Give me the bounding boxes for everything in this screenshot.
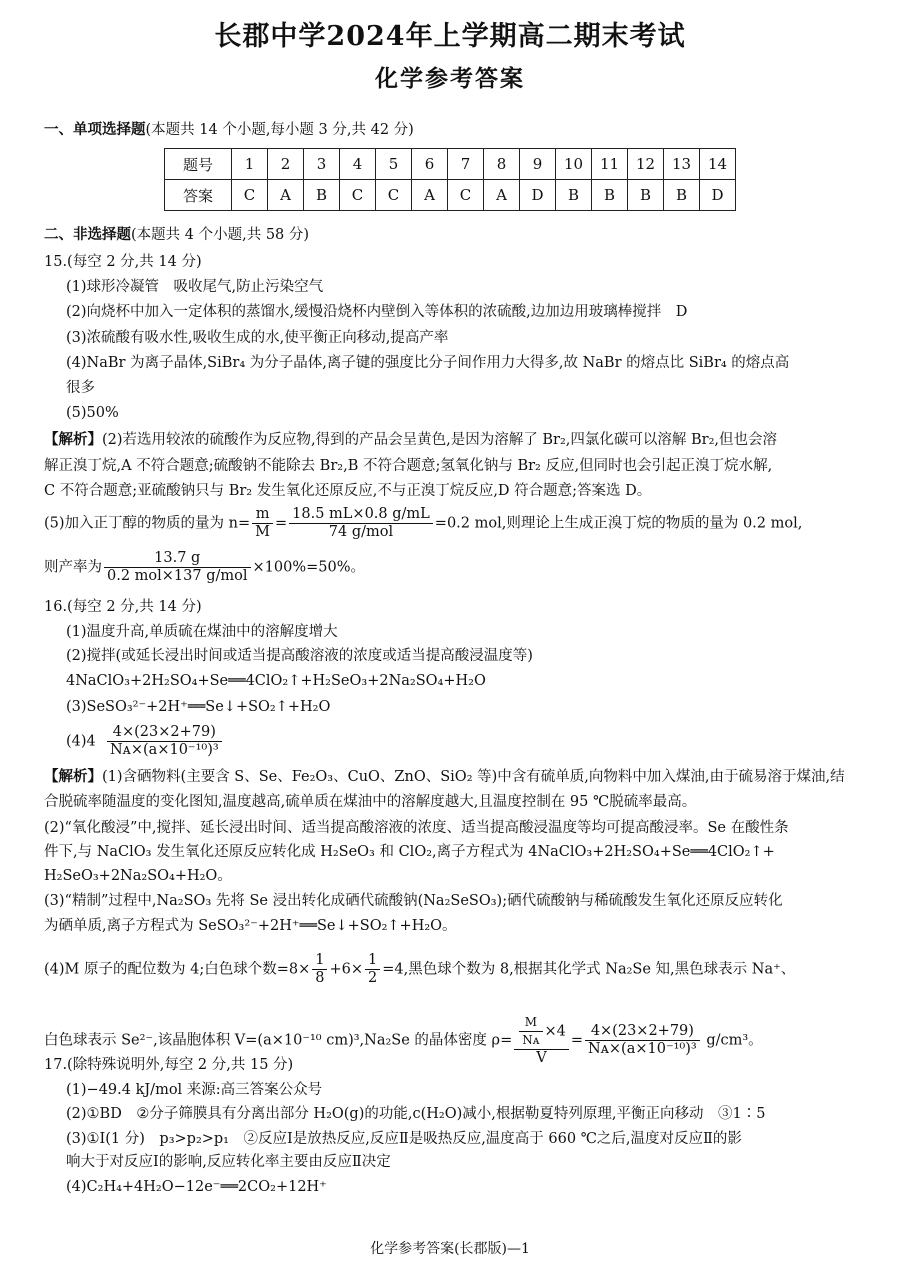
q16-analysis-5: H₂SeO₃+2Na₂SO₄+H₂O。 xyxy=(44,868,232,884)
fraction-denominator: Nᴀ×(a×10⁻¹⁰)³ xyxy=(109,742,219,758)
table-cell: C xyxy=(448,180,484,211)
formula-text: 白色球表示 Se²⁻,该晶胞体积 V=(a×10⁻¹⁰ cm)³,Na₂Se 的晶体密度 ρ= xyxy=(44,1032,513,1049)
analysis-label: 【解析】 xyxy=(44,431,102,448)
answer-table xyxy=(164,148,736,211)
table-cell: C xyxy=(340,180,376,211)
formula-equals: = xyxy=(570,1032,584,1049)
fraction-one-half xyxy=(365,952,380,987)
analysis-label: 【解析】 xyxy=(44,768,102,785)
q15-answer-5: (5)50% xyxy=(66,405,119,421)
fraction-m-over-M xyxy=(252,506,273,541)
fraction-density-value xyxy=(585,1023,700,1058)
formula-text: ×100%=50%。 xyxy=(252,559,365,576)
table-row-answers xyxy=(165,180,736,211)
table-cell: B xyxy=(628,180,664,211)
formula-equals: = xyxy=(275,515,288,532)
fraction-denominator: 0.2 mol×137 g/mol xyxy=(107,568,248,584)
table-cell: 8 xyxy=(484,149,520,180)
q17-head: 17.(除特殊说明外,每空 2 分,共 15 分) xyxy=(44,1057,294,1073)
analysis-text: (2)若选用较浓的硫酸作为反应物,得到的产品会呈黄色,是因为溶解了 Br₂,四氯化碳可以溶解 Br₂,但也会溶 xyxy=(102,432,777,448)
table-cell: 3 xyxy=(304,149,340,180)
formula-text: (4)M 原子的配位数为 4;白色球个数=8× xyxy=(44,961,311,978)
table-cell: A xyxy=(268,180,304,211)
q15-analysis-1 xyxy=(44,430,864,450)
q17-answer-4: (4)C₂H₄+4H₂O−12e⁻══2CO₂+12H⁺ xyxy=(66,1179,327,1195)
q16-analysis-8 xyxy=(44,952,864,987)
q16-analysis-6: (3)“精制”过程中,Na₂SO₃ 先将 Se 浸出转化成硒代硫酸钠(Na₂SeSO₃);硒代硫酸钠与稀硫酸发生氧化还原反应转化 xyxy=(44,893,783,909)
q15-answer-1: (1)球形冷凝管 吸收尾气,防止污染空气 xyxy=(66,279,324,295)
formula-text: (5)加入正丁醇的物质的量为 n= xyxy=(44,515,251,532)
section1-title: 一、单项选择题 xyxy=(44,121,146,138)
q17-answer-1: (1)−49.4 kJ/mol 来源:高三答案公众号 xyxy=(66,1082,323,1098)
table-cell: B xyxy=(592,180,628,211)
table-cell: 14 xyxy=(700,149,736,180)
page-subtitle: 化学参考答案 xyxy=(375,65,525,92)
q16-answer-1: (1)温度升高,单质硫在煤油中的溶解度增大 xyxy=(66,624,338,640)
q16-analysis-7: 为硒单质,离子方程式为 SeSO₃²⁻+2H⁺══Se↓+SO₂↑+H₂O。 xyxy=(44,918,457,934)
fraction-M-over-NA xyxy=(519,1014,542,1049)
table-cell: 6 xyxy=(412,149,448,180)
q15-formula-moles xyxy=(44,506,864,541)
q16-equation-1: 4NaClO₃+2H₂SO₄+Se══4ClO₂↑+H₂SeO₃+2Na₂SO₄+H₂O xyxy=(66,673,486,689)
section2-title: 二、非选择题 xyxy=(44,226,131,243)
formula-text: =4,黑色球个数为 8,根据其化学式 Na₂Se 知,黑色球表示 Na⁺、 xyxy=(382,961,796,978)
formula-text: ×4 xyxy=(544,1023,566,1040)
fraction-denominator: 8 xyxy=(315,970,325,986)
fraction-moles xyxy=(289,506,433,541)
q15-formula-yield xyxy=(44,550,864,585)
table-cell: 4 xyxy=(340,149,376,180)
q15-analysis-3: C 不符合题意;亚硫酸钠只与 Br₂ 发生氧化还原反应,不与正溴丁烷反应,D 符合题意;答案选 D。 xyxy=(44,483,652,499)
analysis-text: (1)含硒物料(主要含 S、Se、Fe₂O₃、CuO、ZnO、SiO₂ 等)中含有硫单质,向物料中加入煤油,由于硫易溶于煤油,结 xyxy=(102,769,845,785)
fraction-numerator: 4×(23×2+79) xyxy=(107,724,222,742)
formula-text: (4)4 xyxy=(66,733,96,750)
formula-text: =0.2 mol,则理论上生成正溴丁烷的物质的量为 0.2 mol, xyxy=(434,515,803,532)
fraction-numerator: m xyxy=(252,506,273,524)
page-footer: 化学参考答案(长郡版)—1 xyxy=(370,1241,530,1257)
q16-answer-4 xyxy=(66,724,886,759)
fraction-one-eighth xyxy=(312,952,327,987)
fraction-denominator: V xyxy=(536,1050,547,1066)
table-row-label: 答案 xyxy=(165,180,232,211)
section1-note: (本题共 14 个小题,每小题 3 分,共 42 分) xyxy=(145,122,414,138)
q16-analysis-4: 件下,与 NaClO₃ 发生氧化还原反应转化成 H₂SeO₃ 和 ClO₂,离子方程式为 4NaClO₃+2H₂SO₄+Se══4ClO₂↑+ xyxy=(44,844,775,860)
fraction-numerator: 13.7 g xyxy=(104,550,251,568)
table-cell: 7 xyxy=(448,149,484,180)
table-cell: B xyxy=(556,180,592,211)
formula-text: 则产率为 xyxy=(44,559,102,576)
table-cell: D xyxy=(700,180,736,211)
fraction-denominator: M xyxy=(255,524,270,540)
fraction-numerator xyxy=(514,1014,569,1050)
fraction-denominator: 2 xyxy=(368,970,378,986)
table-cell: 5 xyxy=(376,149,412,180)
table-row-numbers xyxy=(165,149,736,180)
q15-answer-3: (3)浓硫酸有吸水性,吸收生成的水,使平衡正向移动,提高产率 xyxy=(66,330,449,346)
q15-answer-4: (4)NaBr 为离子晶体,SiBr₄ 为分子晶体,离子键的强度比分子间作用力大得多,故 NaBr 的熔点比 SiBr₄ 的熔点高 xyxy=(66,355,790,371)
fraction-numerator: 1 xyxy=(312,952,327,970)
q16-analysis-3: (2)“氧化酸浸”中,搅拌、延长浸出时间、适当提高酸溶液的浓度、适当提高酸浸温度等均可提高酸浸率。Se 在酸性条 xyxy=(44,820,789,836)
table-cell: 10 xyxy=(556,149,592,180)
page-title: 长郡中学2024年上学期高二期末考试 xyxy=(214,21,686,52)
section1-heading xyxy=(44,120,864,140)
fraction-numerator: 18.5 mL×0.8 g/mL xyxy=(289,506,433,524)
table-cell: 9 xyxy=(520,149,556,180)
section2-note: (本题共 4 个小题,共 58 分) xyxy=(131,227,310,243)
q17-answer-3: (3)①Ⅰ(1 分) p₃>p₂>p₁ ②反应Ⅰ是放热反应,反应Ⅱ是吸热反应,温度高于 660 ℃之后,温度对反应Ⅱ的影 xyxy=(66,1131,742,1147)
table-cell: A xyxy=(412,180,448,211)
fraction-density xyxy=(107,724,222,759)
table-cell: B xyxy=(304,180,340,211)
q16-answer-2: (2)搅拌(或延长浸出时间或适当提高酸溶液的浓度或适当提高酸浸温度等) xyxy=(66,648,533,664)
q16-analysis-1 xyxy=(44,767,864,787)
fraction-numerator: 1 xyxy=(365,952,380,970)
q17-answer-2: (2)①BD ②分子筛膜具有分离出部分 H₂O(g)的功能,c(H₂O)减小,根据勒夏特列原理,平衡正向移动 ③1∶5 xyxy=(66,1106,766,1122)
q17-answer-3-cont: 响大于对反应Ⅰ的影响,反应转化率主要由反应Ⅱ决定 xyxy=(66,1154,391,1170)
q16-analysis-2: 合脱硫率随温度的变化图知,温度越高,硫单质在煤油中的溶解度越大,且温度控制在 95 ℃脱硫率最高。 xyxy=(44,794,697,810)
table-cell: B xyxy=(664,180,700,211)
table-cell: 1 xyxy=(232,149,268,180)
formula-text: g/cm³。 xyxy=(706,1032,763,1049)
fraction-numerator: 4×(23×2+79) xyxy=(585,1023,700,1041)
table-cell: 12 xyxy=(628,149,664,180)
fraction-denominator: Nᴀ×(a×10⁻¹⁰)³ xyxy=(588,1041,697,1057)
table-cell: 13 xyxy=(664,149,700,180)
q15-analysis-2: 解正溴丁烷,A 不符合题意;硫酸钠不能除去 Br₂,B 不符合题意;氢氧化钠与 Br₂ 反应,但同时也会引起正溴丁烷水解, xyxy=(44,458,773,474)
table-cell: C xyxy=(232,180,268,211)
q16-head: 16.(每空 2 分,共 14 分) xyxy=(44,599,202,615)
table-cell: C xyxy=(376,180,412,211)
q15-answer-4-cont: 很多 xyxy=(66,380,95,396)
table-cell: 11 xyxy=(592,149,628,180)
formula-text: +6× xyxy=(329,961,364,978)
fraction-denominator: 74 g/mol xyxy=(328,524,394,540)
table-cell: D xyxy=(520,180,556,211)
table-row-label: 题号 xyxy=(165,149,232,180)
fraction-denominator: Nᴀ xyxy=(522,1033,540,1047)
q15-answer-2: (2)向烧杯中加入一定体积的蒸馏水,缓慢沿烧杯内壁倒入等体积的浓硫酸,边加边用玻璃棒搅拌 D xyxy=(66,304,688,320)
table-cell: A xyxy=(484,180,520,211)
q15-head: 15.(每空 2 分,共 14 分) xyxy=(44,254,202,270)
q16-answer-3: (3)SeSO₃²⁻+2H⁺══Se↓+SO₂↑+H₂O xyxy=(66,699,331,715)
fraction-numerator: M xyxy=(519,1014,542,1032)
table-cell: 2 xyxy=(268,149,304,180)
section2-heading xyxy=(44,225,864,245)
fraction-yield xyxy=(104,550,251,585)
